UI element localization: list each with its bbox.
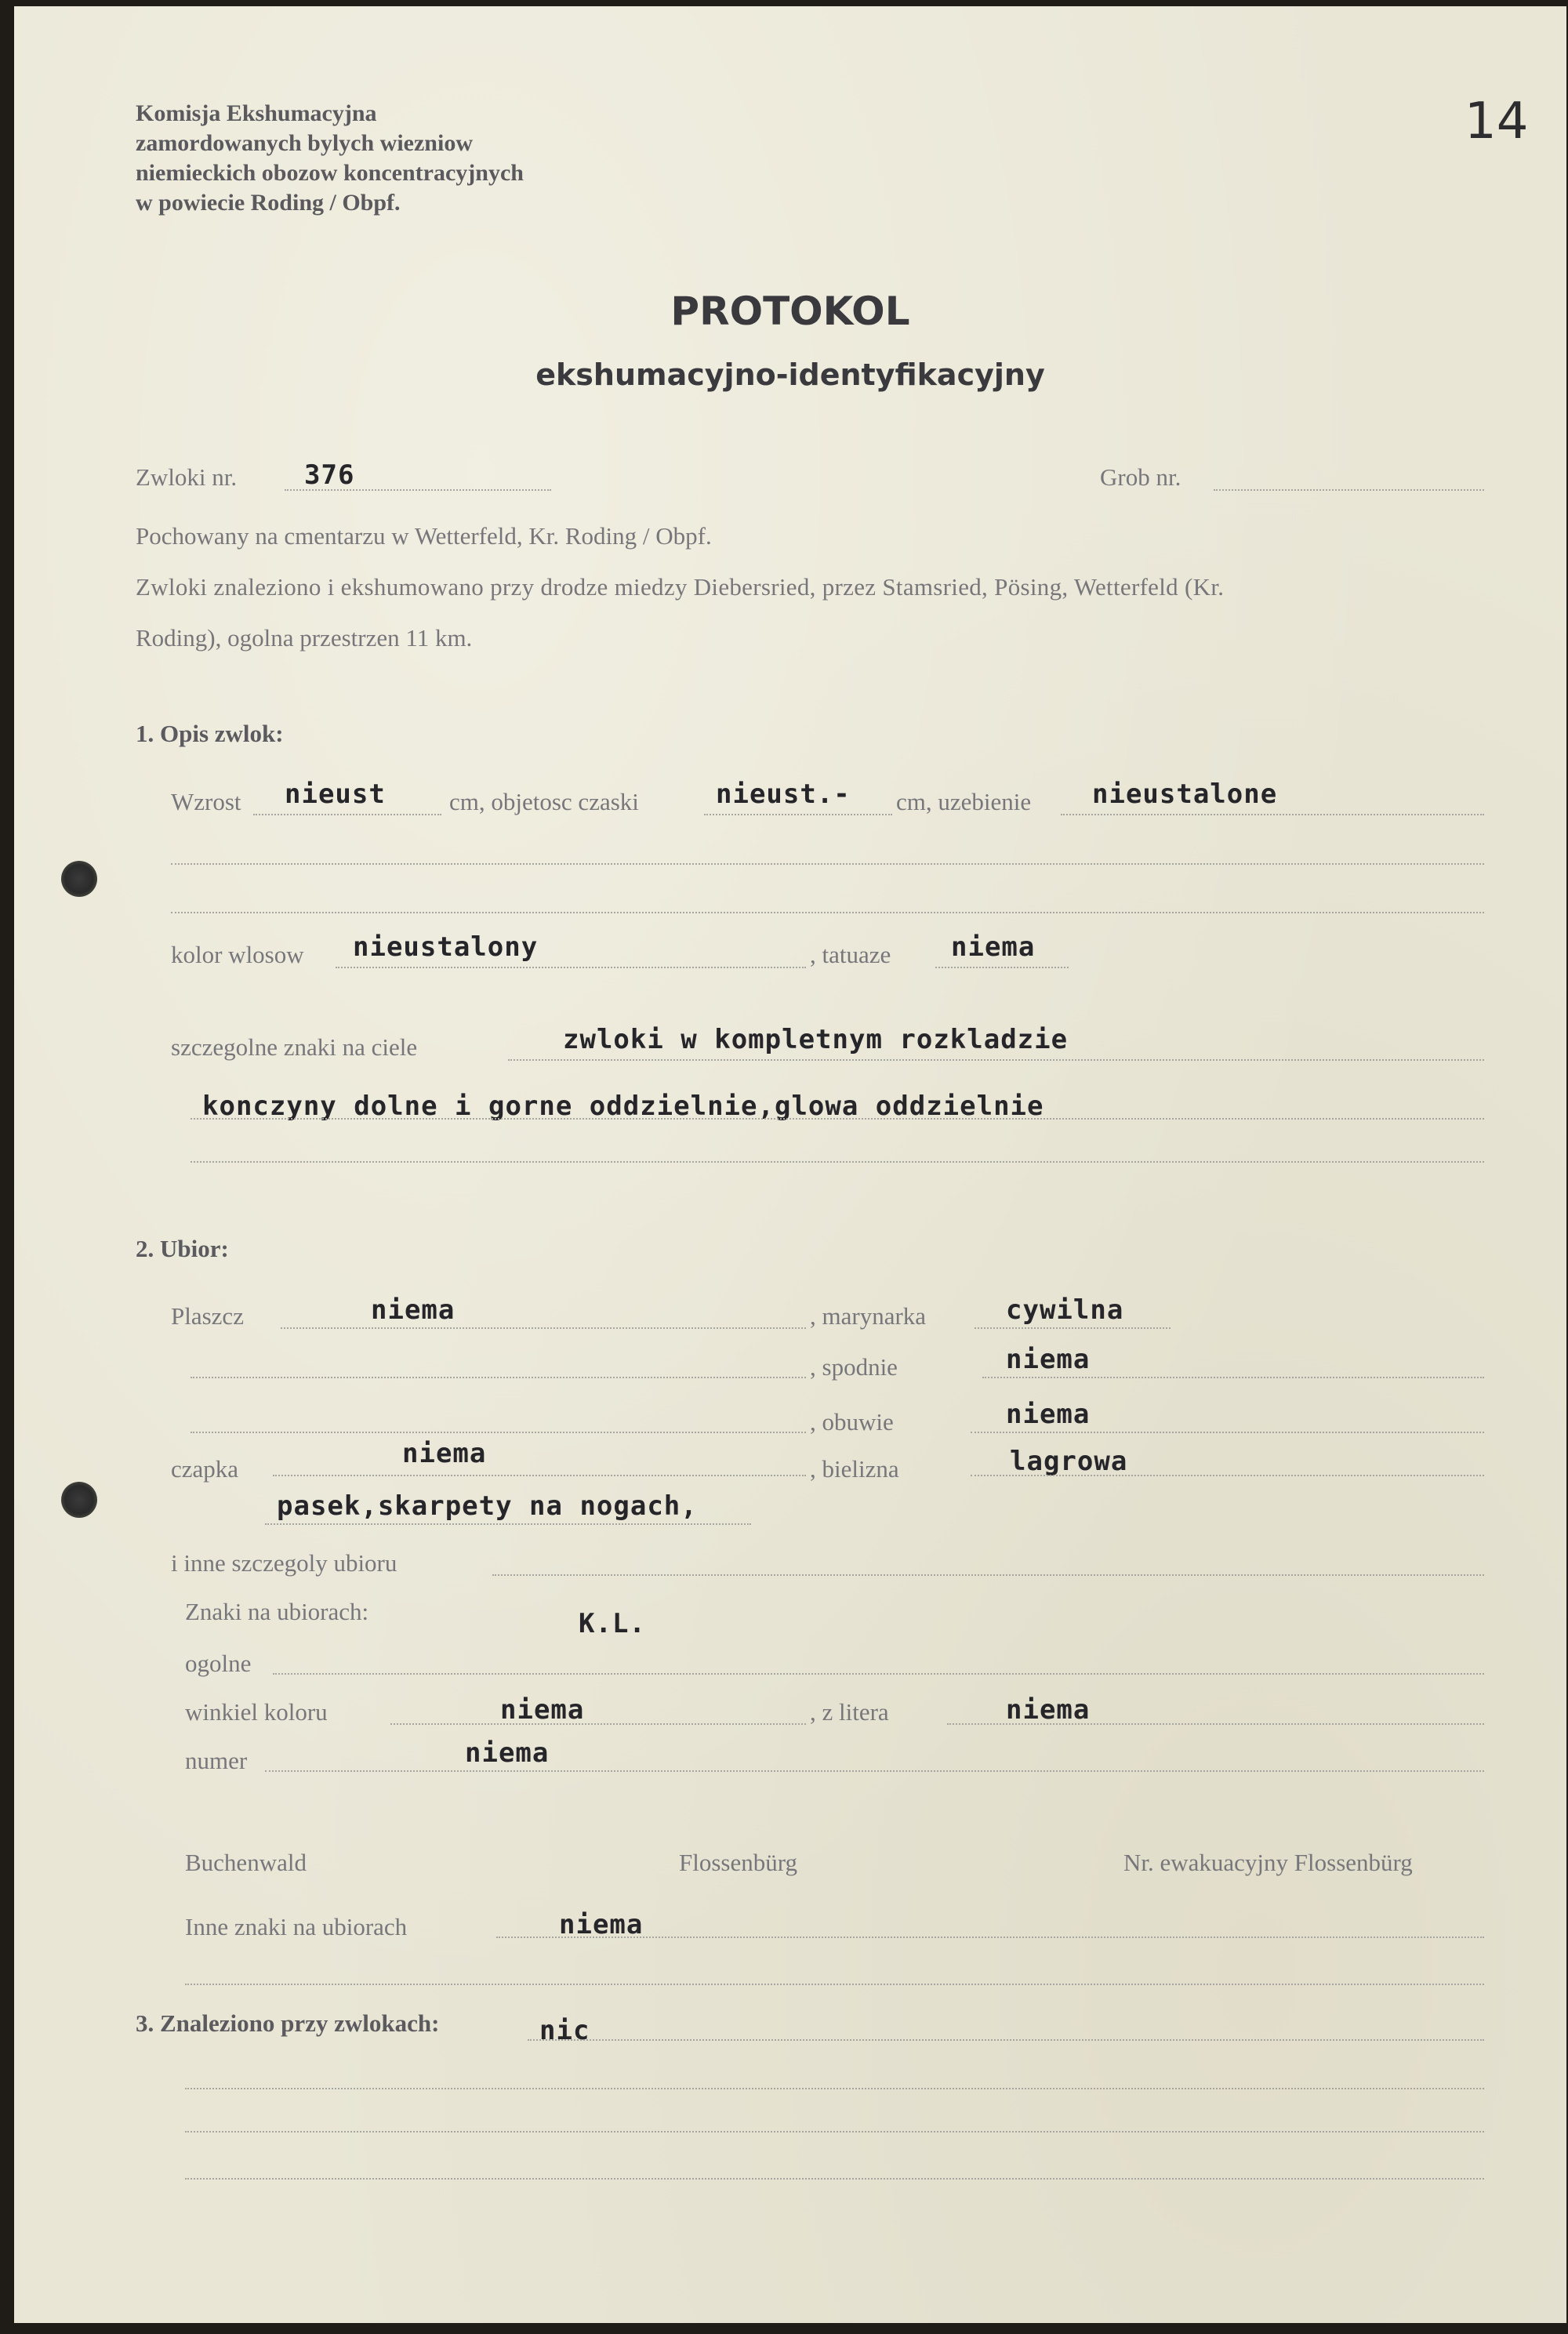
height-value: nieust xyxy=(285,779,386,810)
underwear-line xyxy=(971,1475,1484,1476)
cap-line xyxy=(273,1475,806,1476)
triangle-value: niema xyxy=(500,1694,585,1726)
shoes-value: niema xyxy=(1006,1399,1091,1430)
blank-line-2 xyxy=(171,912,1484,913)
tattoo-line xyxy=(935,967,1069,968)
header-line-4: w powiecie Roding / Obpf. xyxy=(136,190,401,216)
number-label: numer xyxy=(185,1747,248,1774)
clothing-marks-label: Znaki na ubiorach: xyxy=(185,1598,369,1625)
trousers-label: , spodnie xyxy=(810,1353,898,1381)
letter-line xyxy=(947,1723,1484,1725)
clothing-marks-value: K.L. xyxy=(579,1608,646,1639)
cap-label: czapka xyxy=(171,1455,239,1483)
section-1-title: 1. Opis zwlok: xyxy=(136,720,284,747)
other-details-label: i inne szczegoly ubioru xyxy=(171,1549,397,1577)
section-3-line xyxy=(528,2039,1484,2041)
hair-line xyxy=(336,967,806,968)
evacuation-number-label: Nr. ewakuacyjny Flossenbürg xyxy=(1123,1849,1413,1876)
blank-line-1 xyxy=(171,863,1484,865)
punch-hole-icon xyxy=(61,1482,97,1518)
punch-hole-icon xyxy=(61,861,97,897)
section-2-title: 2. Ubior: xyxy=(136,1235,229,1262)
found-text-line-1: Zwloki znaleziono i ekshumowano przy drodze miedzy Diebersried, przez Stamsried, Pösing, Wetterfeld (Kr. xyxy=(136,573,1225,601)
general-line xyxy=(273,1673,1484,1675)
jacket-line xyxy=(975,1327,1171,1329)
height-label: Wzrost xyxy=(171,788,241,815)
skull-value: nieust.- xyxy=(716,779,851,810)
section-3-blank-line-2 xyxy=(185,2131,1484,2133)
clothing-blank-line-2 xyxy=(191,1432,806,1433)
page-number: 14 xyxy=(1465,93,1529,151)
other-marks-label: Inne znaki na ubiorach xyxy=(185,1913,408,1940)
header-line-2: zamordowanych bylych wiezniow xyxy=(136,130,473,156)
other-marks-blank-line xyxy=(185,1984,1484,1985)
section-3-value: nic xyxy=(539,2015,590,2046)
tattoo-value: niema xyxy=(951,931,1036,963)
protocol-subtitle: ekshumacyjno-identyfikacyjny xyxy=(535,358,1045,392)
shoes-line xyxy=(971,1432,1484,1433)
teeth-line xyxy=(1061,814,1484,815)
buried-text: Pochowany na cmentarzu w Wetterfeld, Kr. Roding / Obpf. xyxy=(136,522,712,550)
underwear-label: , bielizna xyxy=(810,1455,899,1483)
jacket-label: , marynarka xyxy=(810,1302,927,1330)
number-line xyxy=(265,1770,1484,1772)
corpse-number-value: 376 xyxy=(304,459,355,491)
triangle-label: winkiel koloru xyxy=(185,1698,328,1726)
section-3-blank-line-3 xyxy=(185,2178,1484,2180)
marks-label: szczegolne znaki na ciele xyxy=(171,1033,418,1061)
tattoo-label: , tatuaze xyxy=(810,941,891,968)
clothing-extra-value: pasek,skarpety na nogach, xyxy=(277,1490,698,1522)
coat-value: niema xyxy=(371,1294,456,1326)
section-3-title: 3. Znaleziono przy zwlokach: xyxy=(136,2009,440,2037)
protocol-title: PROTOKOL xyxy=(670,289,910,334)
camp-buchenwald: Buchenwald xyxy=(185,1849,307,1876)
triangle-line xyxy=(390,1723,806,1725)
skull-line xyxy=(704,814,892,815)
marks-value-1: zwloki w kompletnym rozkladzie xyxy=(563,1024,1069,1055)
shoes-label: , obuwie xyxy=(810,1408,894,1436)
jacket-value: cywilna xyxy=(1006,1294,1124,1326)
found-text-line-2: Roding), ogolna przestrzen 11 km. xyxy=(136,624,473,652)
corpse-number-label: Zwloki nr. xyxy=(136,463,238,491)
letter-value: niema xyxy=(1006,1694,1091,1726)
grave-number-label: Grob nr. xyxy=(1100,463,1181,491)
marks-line-2 xyxy=(191,1118,1484,1120)
skull-unit: cm, uzebienie xyxy=(896,788,1032,815)
number-value: niema xyxy=(465,1737,550,1769)
header-line-1: Komisja Ekshumacyjna xyxy=(136,100,377,126)
corpse-number-line xyxy=(285,489,551,491)
other-marks-value: niema xyxy=(559,1909,644,1940)
trousers-value: niema xyxy=(1006,1344,1091,1375)
cap-value: niema xyxy=(402,1438,487,1469)
hair-value: nieustalony xyxy=(353,931,539,963)
height-unit: cm, objetosc czaski xyxy=(449,788,639,815)
teeth-value: nieustalone xyxy=(1092,779,1278,810)
marks-line-1 xyxy=(508,1059,1484,1061)
other-details-line xyxy=(492,1574,1484,1576)
protocol-page xyxy=(14,6,1566,2323)
clothing-blank-line-1 xyxy=(191,1377,806,1378)
section-3-blank-line-1 xyxy=(185,2088,1484,2089)
coat-line xyxy=(281,1327,806,1329)
height-line xyxy=(253,814,441,815)
underwear-value: lagrowa xyxy=(1010,1446,1128,1477)
trousers-line xyxy=(982,1377,1484,1378)
marks-line-3 xyxy=(191,1161,1484,1163)
letter-label: , z litera xyxy=(810,1698,889,1726)
other-marks-line xyxy=(496,1937,1484,1938)
hair-label: kolor wlosow xyxy=(171,941,304,968)
camp-flossenburg: Flossenbürg xyxy=(679,1849,798,1876)
header-line-3: niemieckich obozow koncentracyjnych xyxy=(136,160,524,186)
general-label: ogolne xyxy=(185,1650,252,1677)
clothing-extra-line xyxy=(265,1523,751,1525)
coat-label: Plaszcz xyxy=(171,1302,244,1330)
marks-value-2: konczyny dolne i gorne oddzielnie,glowa oddzielnie xyxy=(202,1091,1044,1122)
grave-number-line xyxy=(1214,489,1484,491)
